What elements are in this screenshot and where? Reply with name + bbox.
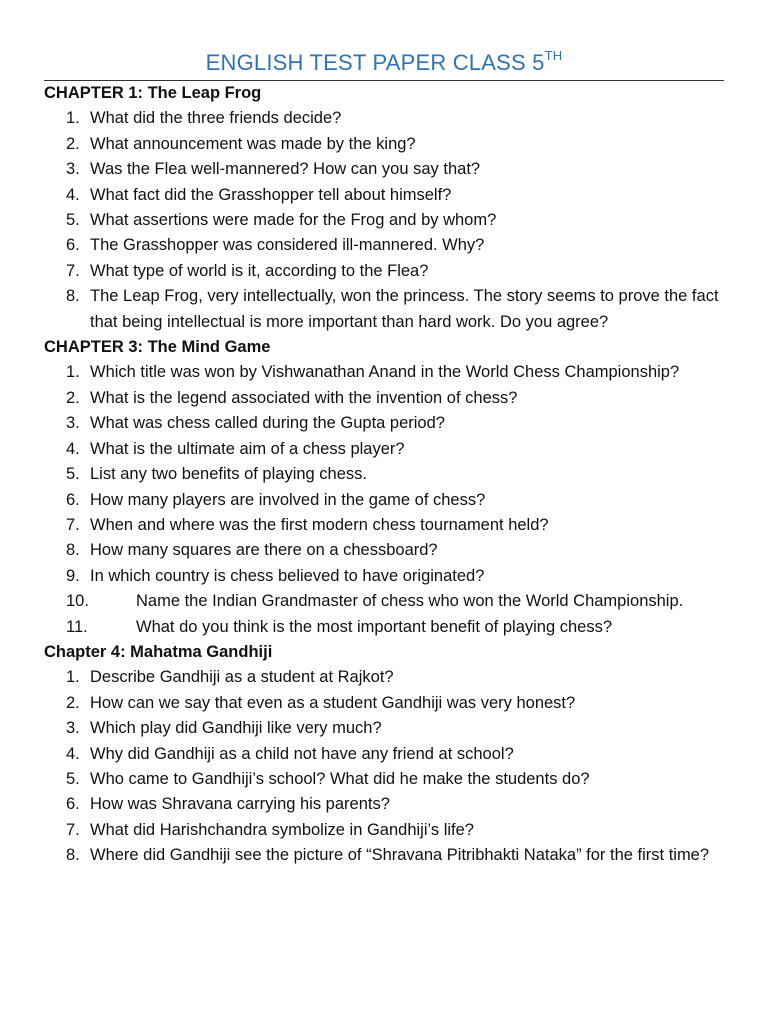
question-text: What did the three friends decide? [90, 109, 342, 128]
question-number: 1. [66, 668, 80, 687]
question-number: 2. [66, 693, 80, 712]
chapter-section-1 [44, 81, 734, 335]
question-item [44, 284, 734, 335]
question-item [44, 564, 734, 589]
question-item [44, 716, 734, 741]
chapter-heading: CHAPTER 3: The Mind Game [44, 338, 271, 357]
title-text: ENGLISH TEST PAPER CLASS 5 [205, 50, 545, 75]
question-number: 8. [66, 541, 80, 560]
question-text: Was the Flea well-mannered? How can you say that? [90, 160, 481, 179]
question-item [44, 792, 734, 817]
question-number: 1. [66, 363, 80, 382]
question-text: What is the legend associated with the invention of chess? [90, 388, 518, 407]
question-text: In which country is chess believed to have originated? [90, 566, 485, 585]
chapter-section-4 [44, 640, 734, 869]
question-text: What announcement was made by the king? [90, 134, 416, 153]
question-text: The Grasshopper was considered ill-mannered. Why? [90, 236, 485, 255]
question-text: Who came to Gandhiji’s school? What did he make the students do? [90, 769, 590, 788]
question-number: 3. [66, 719, 80, 738]
question-text: Which play did Gandhiji like very much? [90, 719, 382, 738]
question-number: 2. [66, 388, 80, 407]
question-text: What did Harishchandra symbolize in Gandhiji’s life? [90, 820, 474, 839]
question-text: How was Shravana carrying his parents? [90, 795, 390, 814]
question-list [44, 665, 734, 868]
question-number: 6. [66, 236, 80, 255]
question-text: When and where was the first modern chess tournament held? [90, 515, 549, 534]
question-number: 2. [66, 134, 80, 153]
question-number: 7. [66, 515, 80, 534]
question-number: 5. [66, 769, 80, 788]
question-text: What type of world is it, according to the Flea? [90, 261, 429, 280]
chapter-heading: CHAPTER 1: The Leap Frog [44, 84, 262, 102]
question-number: 10. [66, 592, 89, 611]
question-text: Where did Gandhiji see the picture of “Shravana Pitribhakti Nataka” for the first time? [90, 846, 710, 865]
question-text: How many players are involved in the game of chess? [90, 490, 486, 509]
question-number: 3. [66, 160, 80, 179]
question-item [44, 538, 734, 563]
question-number: 11. [66, 617, 88, 636]
question-item [44, 513, 734, 538]
question-number: 8. [66, 846, 80, 865]
question-item [44, 462, 734, 487]
question-item [44, 742, 734, 767]
question-item [44, 691, 734, 716]
chapter-section-3 [44, 335, 734, 640]
question-number: 5. [66, 465, 80, 484]
question-text: How can we say that even as a student Gandhiji was very honest? [90, 693, 576, 712]
question-text: List any two benefits of playing chess. [90, 465, 367, 484]
question-item [44, 411, 734, 436]
question-item [44, 183, 734, 208]
question-item [44, 843, 734, 868]
question-item [44, 818, 734, 843]
question-number: 7. [66, 261, 80, 280]
question-item [44, 233, 734, 258]
question-text: What was chess called during the Gupta period? [90, 414, 445, 433]
question-text: What is the ultimate aim of a chess player? [90, 439, 405, 458]
question-item [44, 132, 734, 157]
question-number: 5. [66, 211, 80, 230]
question-number: 4. [66, 439, 80, 458]
question-text: Why did Gandhiji as a child not have any friend at school? [90, 744, 514, 763]
question-number: 8. [66, 287, 80, 306]
question-text: What do you think is the most important benefit of playing chess? [136, 617, 613, 636]
question-item [44, 386, 734, 411]
question-item [44, 360, 734, 385]
question-item [44, 665, 734, 690]
question-number: 3. [66, 414, 80, 433]
question-number: 4. [66, 185, 80, 204]
chapter-heading: Chapter 4: Mahatma Gandhiji [44, 642, 273, 661]
question-item [44, 259, 734, 284]
question-text: The Leap Frog, very intellectually, won the princess. The story seems to prove the fact that being intellectual is more important than hard work. Do you agree? [90, 287, 719, 331]
question-text: Name the Indian Grandmaster of chess who won the World Championship. [136, 592, 684, 611]
question-number: 7. [66, 820, 80, 839]
question-item [44, 615, 734, 640]
question-number: 4. [66, 744, 80, 763]
question-number: 9. [66, 566, 80, 585]
question-number: 1. [66, 109, 80, 128]
question-item [44, 106, 734, 131]
title-superscript: TH [544, 47, 563, 63]
question-item [44, 208, 734, 233]
question-content [44, 81, 734, 869]
question-text: What assertions were made for the Frog and by whom? [90, 211, 497, 230]
question-text: How many squares are there on a chessboard? [90, 541, 438, 560]
question-text: What fact did the Grasshopper tell about himself? [90, 185, 452, 204]
question-item [44, 437, 734, 462]
question-item [44, 157, 734, 182]
page-title [0, 48, 768, 78]
question-item [44, 589, 734, 614]
question-item [44, 767, 734, 792]
question-text: Describe Gandhiji as a student at Rajkot? [90, 668, 394, 687]
question-list [44, 360, 734, 639]
question-text: Which title was won by Vishwanathan Anand in the World Chess Championship? [90, 363, 680, 382]
question-number: 6. [66, 795, 80, 814]
question-list [44, 106, 734, 335]
question-item [44, 488, 734, 513]
question-number: 6. [66, 490, 80, 509]
